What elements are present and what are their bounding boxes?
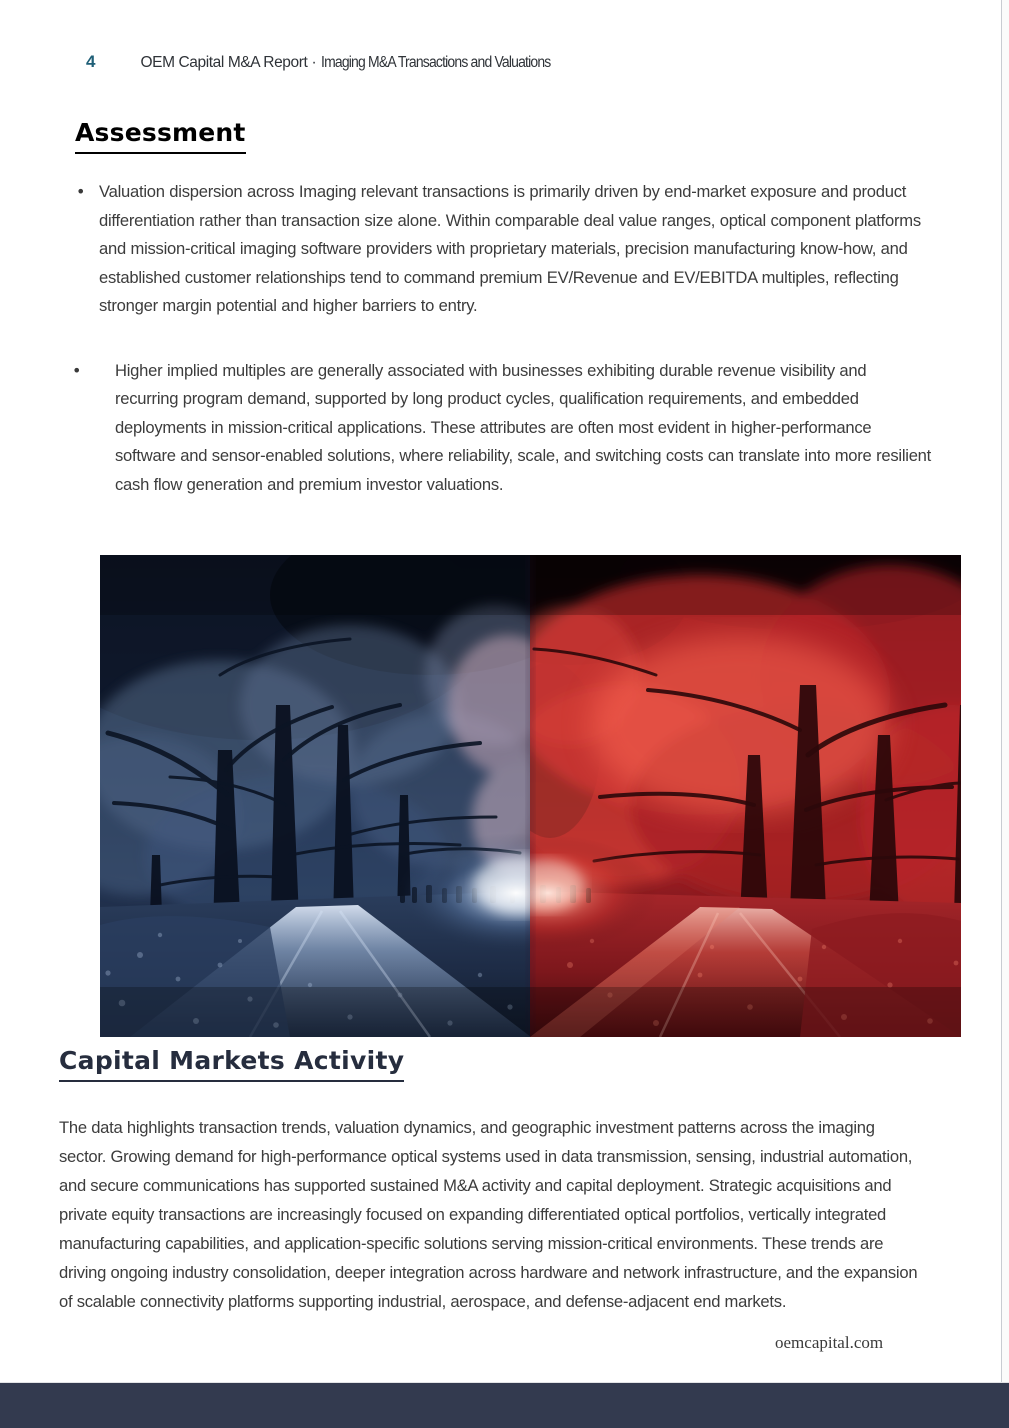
- bullet-text: Valuation dispersion across Imaging relevant transactions is primarily driven by end-market exposure and product differentiation rather than transaction size alone. Within comparable deal value ranges, optical component platforms and mission-critical imaging software providers with proprietary materials, precision manufacturing know-how, and established customer relationships tend to command premium EV/Revenue and EV/EBITDA multiples, reflecting stronger margin potential and higher barriers to entry.: [99, 182, 921, 315]
- bullet-text: Higher implied multiples are generally associated with businesses exhibiting durable revenue visibility and recurring program demand, supported by long product cycles, qualification requirements, and embedded deployments in mission-critical applications. These attributes are often most evident in higher-performance software and sensor-enabled solutions, where reliability, scale, and switching costs can translate into more resilient cash flow generation and premium investor valuations.: [115, 360, 932, 494]
- header-title-tail: Imaging M&A Transactions and Valuations: [320, 54, 551, 71]
- bullet-marker-icon: •: [72, 360, 82, 380]
- list-item: [72, 357, 932, 500]
- app-bottom-bar[interactable]: [0, 1383, 1009, 1428]
- forest-split-photo: [100, 555, 961, 1037]
- assessment-bullet-list: [72, 178, 932, 499]
- page-gutter: [1002, 0, 1009, 1390]
- forest-split-photo-canvas: [100, 555, 961, 1037]
- spellcheck-underline-icon: [775, 1352, 883, 1356]
- header-title: [140, 54, 572, 72]
- section-heading-capital-markets: Capital Markets Activity: [59, 1046, 404, 1082]
- list-item: [72, 178, 932, 321]
- page-number: 4: [86, 52, 96, 71]
- header-title-lead: OEM Capital M&A Report: [140, 54, 308, 71]
- capital-markets-paragraph: The data highlights transaction trends, valuation dynamics, and geographic investment patterns across the imaging sector. Growing demand for high-performance optical systems used in data transmission, sensing, industrial automation, and secure communications has supported sustained M&A activity and capital deployment. Strategic acquisitions and private equity transactions are increasingly focused on expanding differentiated optical portfolios, vertically integrated manufacturing capabilities, and application-specific solutions serving mission-critical environments. These trends are driving ongoing industry consolidation, deeper integration across hardware and network infrastructure, and the expansion of scalable connectivity platforms supporting industrial, aerospace, and defense-adjacent end markets.: [59, 1117, 918, 1311]
- oemcapital-link-label: oemcapital.com: [775, 1333, 884, 1352]
- section-heading-assessment: Assessment: [75, 118, 246, 154]
- header-title-separator: ·: [307, 54, 321, 71]
- oemcapital-link[interactable]: [775, 1333, 883, 1356]
- footer: [775, 1333, 915, 1356]
- page-header: [86, 52, 573, 72]
- bullet-marker-icon: •: [76, 182, 86, 201]
